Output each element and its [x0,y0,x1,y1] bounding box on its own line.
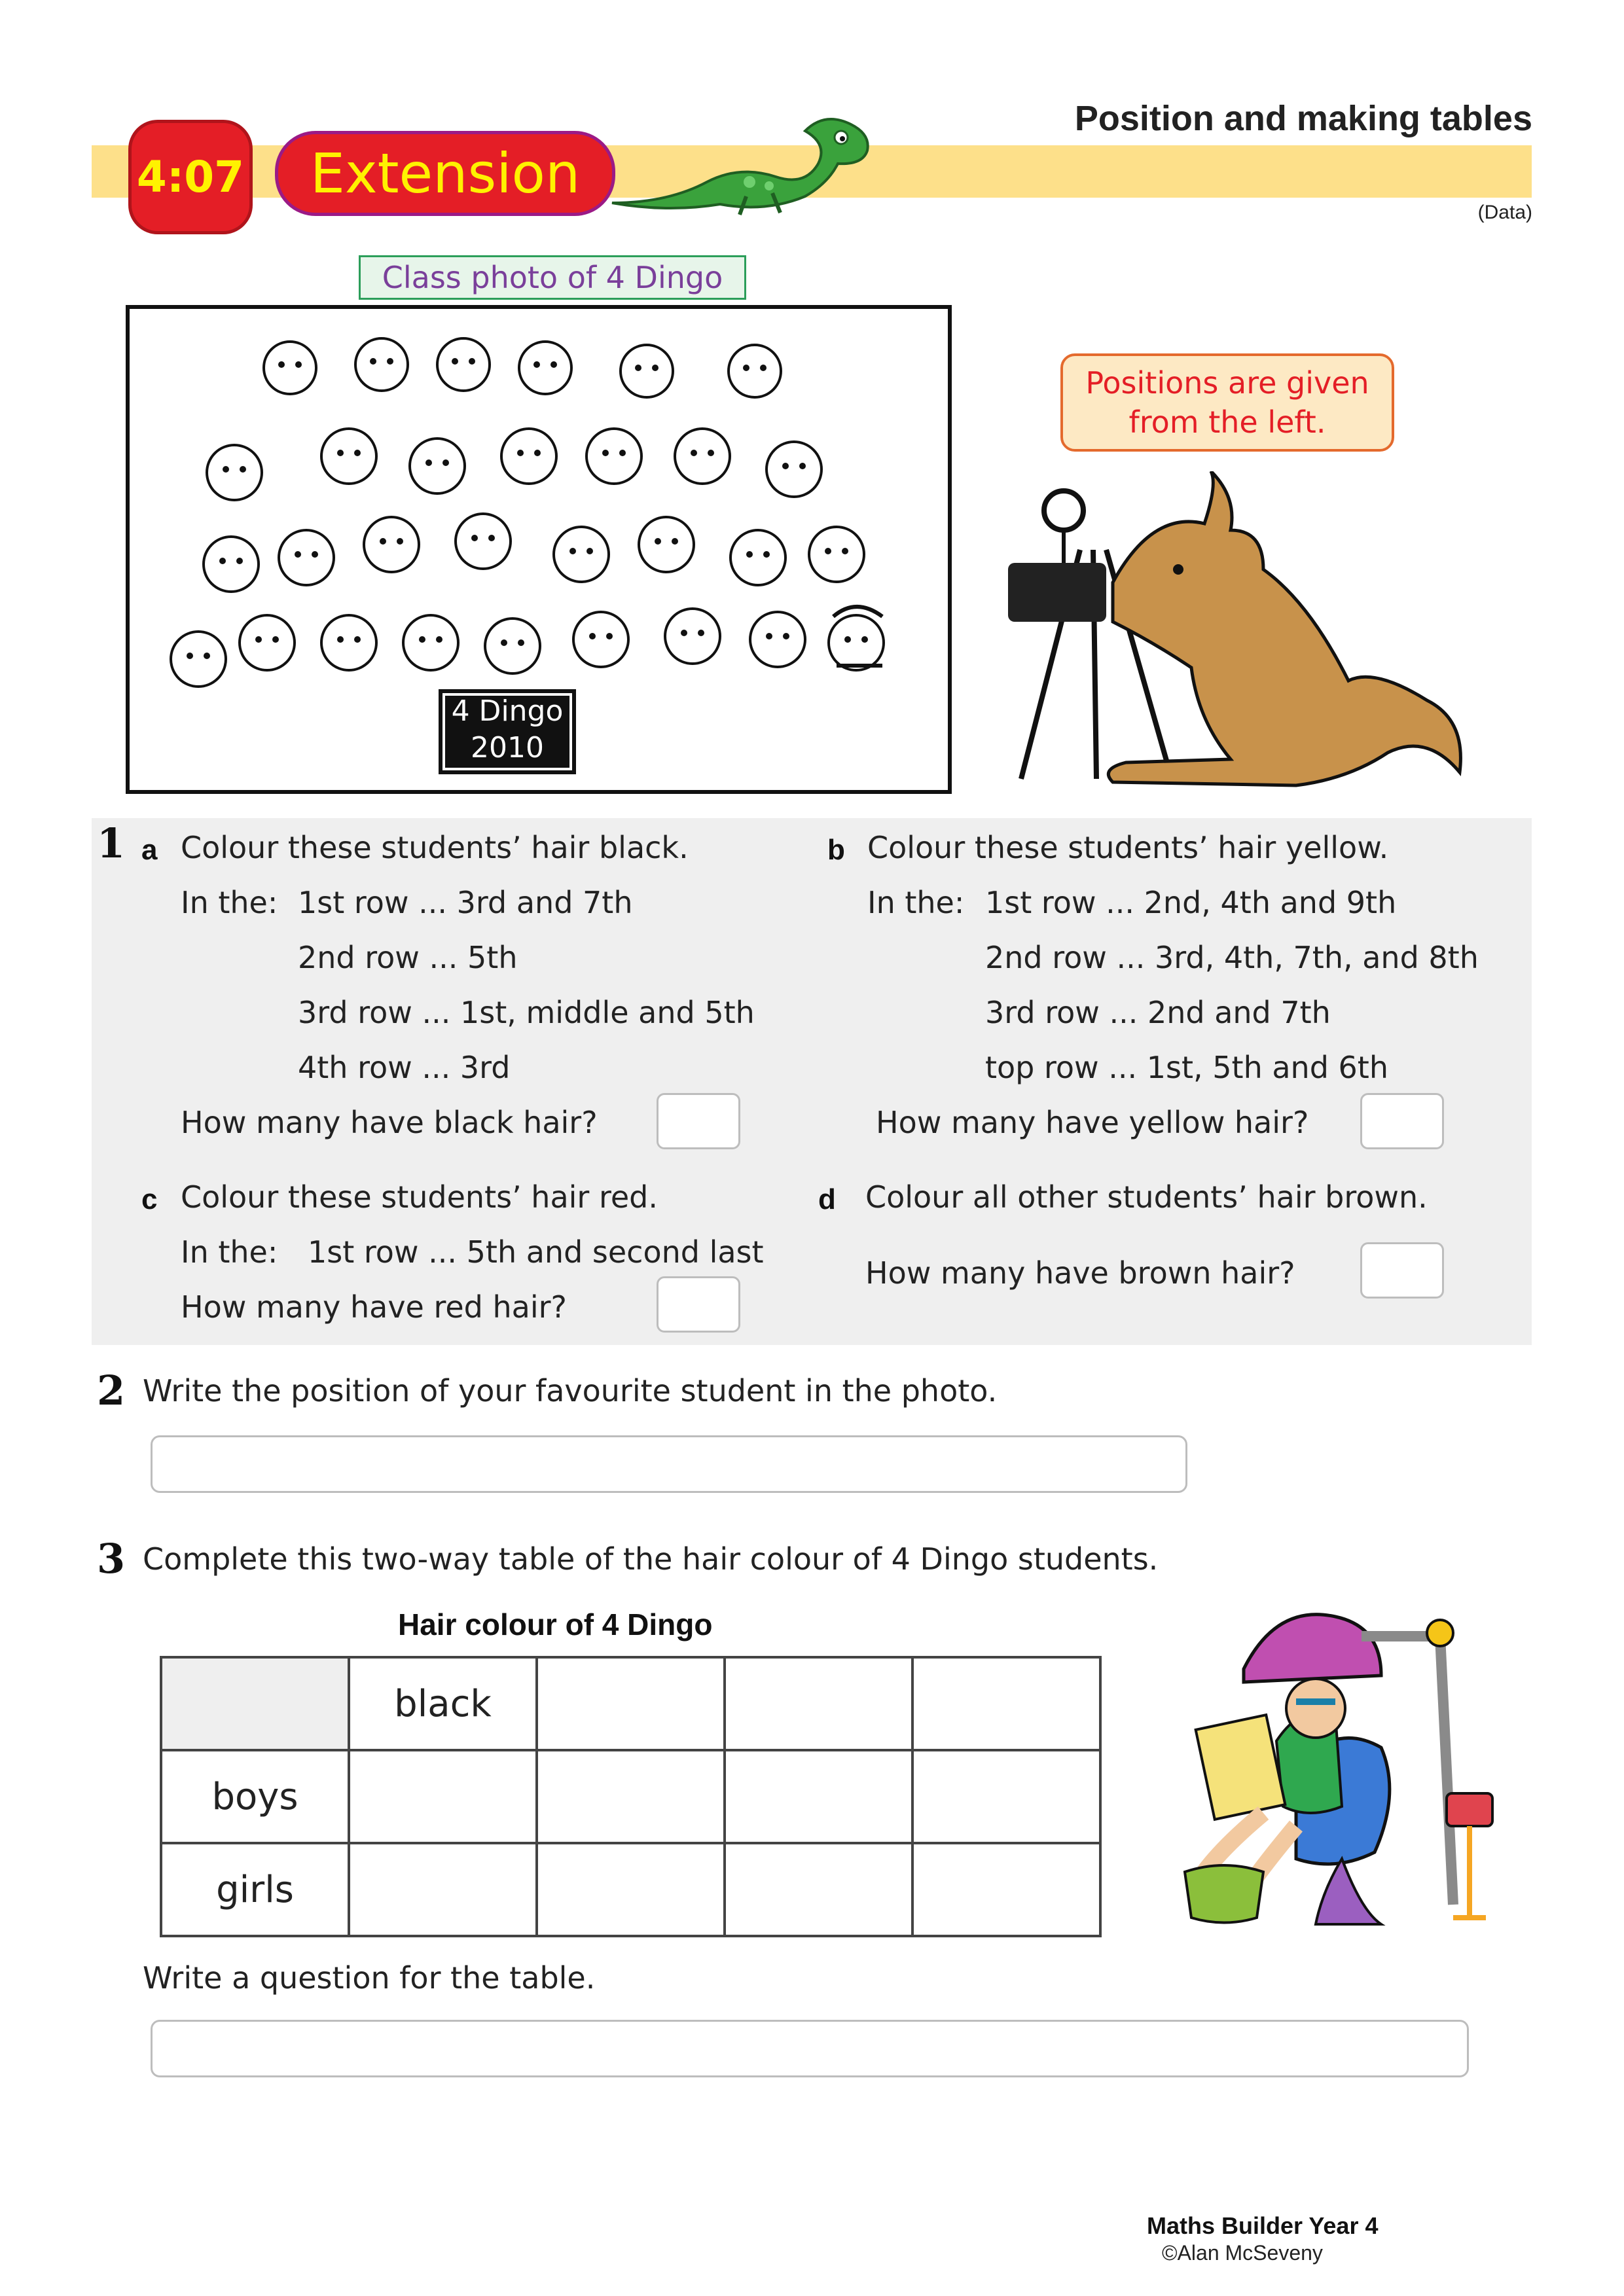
black-hair-answer-box[interactable] [657,1093,740,1149]
q1a-in-the: In the: [181,885,278,920]
hair-dryer-girl-illustration [1165,1597,1506,1937]
page-topic: Position and making tables [1074,99,1532,138]
question-1-number: 1 [97,819,126,867]
q1b-question: How many have yellow hair? [876,1105,1309,1140]
q1b-row-1: 1st row ... 2nd, 4th and 9th [985,885,1397,920]
q1a-instruction: Colour these students’ hair black. [181,830,689,865]
q1b-row-4: top row ... 1st, 5th and 6th [985,1050,1388,1085]
table-cell[interactable] [349,1750,537,1843]
strand-label: (Data) [1477,202,1532,223]
table-cell[interactable] [349,1843,537,1936]
table-row [161,1750,1100,1843]
table-cell[interactable] [912,1750,1100,1843]
kangaroo-photographer-illustration [982,471,1479,798]
footer-book-title: Maths Builder Year 4 [1147,2212,1379,2239]
footer-copyright: ©Alan McSeveny [1162,2241,1323,2265]
lesson-number-badge: 4:07 [128,120,253,234]
note-line-2: from the left. [1128,404,1326,440]
q1b-row-3: 3rd row ... 2nd and 7th [985,995,1331,1030]
q1a-row-4: 4th row ... 3rd [298,1050,511,1085]
table-title: Hair colour of 4 Dingo [398,1607,713,1641]
table-cell[interactable] [725,1750,912,1843]
q1a-row-2: 2nd row ... 5th [298,940,518,975]
table-question-answer-field[interactable] [151,2020,1469,2077]
q1b-in-the: In the: [867,885,965,920]
table-corner-cell [161,1657,349,1750]
lizard-illustration [609,105,884,216]
column-header-blank-2[interactable] [537,1657,725,1750]
q1b-instruction: Colour these students’ hair yellow. [867,830,1389,865]
q1b-letter: b [827,834,845,866]
q1c-in-the: In the: [181,1234,278,1270]
q1a-letter: a [141,834,158,866]
row-label-boys: boys [161,1750,349,1843]
table-cell[interactable] [537,1843,725,1936]
q1d-instruction: Colour all other students’ hair brown. [865,1179,1428,1215]
q1a-row-1: 1st row ... 3rd and 7th [298,885,633,920]
plaque-year: 2010 [471,731,544,764]
question-3-number: 3 [97,1535,126,1583]
yellow-hair-answer-box[interactable] [1360,1093,1444,1149]
q1c-row-1: 1st row ... 5th and second last [308,1234,764,1270]
q1c-instruction: Colour these students’ hair red. [181,1179,658,1215]
q1c-letter: c [141,1183,158,1215]
table-cell[interactable] [537,1750,725,1843]
brown-hair-answer-box[interactable] [1360,1242,1444,1299]
hair-colour-table [160,1656,1102,1937]
q1d-question: How many have brown hair? [865,1255,1295,1291]
extension-badge: Extension [275,131,615,216]
q1a-question: How many have black hair? [181,1105,598,1140]
table-cell[interactable] [725,1843,912,1936]
class-plaque [439,689,576,774]
q3-text: Complete this two-way table of the hair colour of 4 Dingo students. [143,1541,1159,1577]
table-header-row [161,1657,1100,1750]
table-row [161,1843,1100,1936]
q2-text: Write the position of your favourite student in the photo. [143,1373,998,1408]
column-header-blank-4[interactable] [912,1657,1100,1750]
note-line-1: Positions are given [1085,365,1369,401]
photo-caption: Class photo of 4 Dingo [359,255,746,300]
row-label-girls: girls [161,1843,349,1936]
question-2-number: 2 [97,1367,126,1414]
red-hair-answer-box[interactable] [657,1276,740,1333]
column-header-black: black [349,1657,537,1750]
favourite-student-answer-field[interactable] [151,1435,1187,1493]
q1d-letter: d [818,1183,836,1215]
column-header-blank-3[interactable] [725,1657,912,1750]
write-question-prompt: Write a question for the table. [143,1960,596,1996]
q1c-question: How many have red hair? [181,1289,567,1325]
table-cell[interactable] [912,1843,1100,1936]
positions-note [1060,353,1394,452]
plaque-class-name: 4 Dingo [451,694,564,728]
q1a-row-3: 3rd row ... 1st, middle and 5th [298,995,755,1030]
q1b-row-2: 2nd row ... 3rd, 4th, 7th, and 8th [985,940,1479,975]
